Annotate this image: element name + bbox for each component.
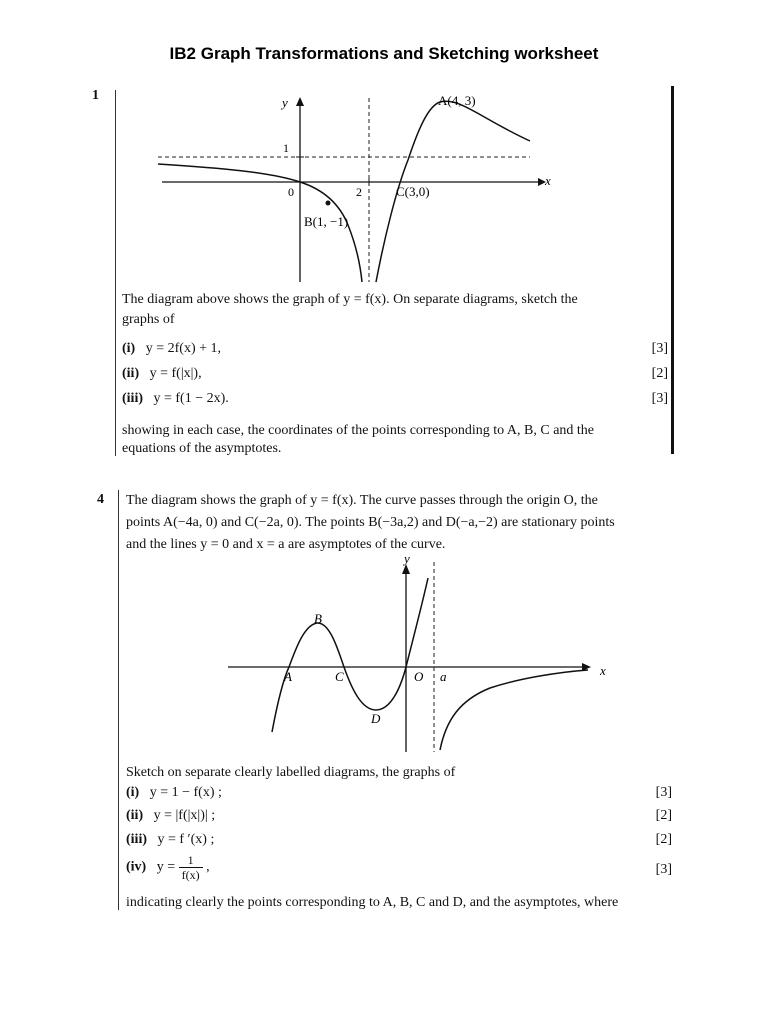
question-1-intro-line2: graphs of [122, 312, 175, 327]
part-expression: y = f ′(x) ; [157, 832, 215, 847]
question-4-graph [0, 550, 768, 770]
part-label: (ii) [126, 808, 144, 823]
part-expression: y = f(1 − 2x). [153, 391, 229, 406]
y-axis-arrow [296, 97, 304, 106]
part-label: (iii) [126, 832, 147, 847]
part-label: (i) [122, 341, 136, 356]
curve-main-branch [272, 578, 428, 732]
question-1-part-iii-marks: [3] [651, 391, 668, 406]
question-4-part-i [126, 785, 222, 801]
part-expression-prefix: y = [156, 859, 176, 875]
question-1-outro-line2: equations of the asymptotes. [122, 441, 282, 456]
question-4-intro-line3: and the lines y = 0 and x = a are asymptotes of the curve. [126, 537, 446, 552]
part-expression: y = 2f(x) + 1, [145, 341, 221, 356]
point-b-label: B [314, 611, 322, 626]
point-d-label: D [371, 711, 381, 726]
origin-label: 0 [288, 185, 294, 199]
part-expression: y = f(|x|), [149, 366, 202, 381]
question-4-part-i-marks: [3] [655, 785, 672, 800]
question-1-intro-line1: The diagram above shows the graph of y = f(x). On separate diagrams, sketch the [122, 292, 578, 307]
point-c-label: C [335, 669, 344, 684]
part-label: (iii) [122, 391, 143, 406]
point-b-label: B(1, −1) [304, 214, 349, 229]
question-4-part-ii [126, 808, 215, 824]
y-axis-label: y [404, 551, 410, 566]
part-label: (ii) [122, 366, 140, 381]
question-1-part-iii [122, 391, 229, 407]
point-c-label: C(3,0) [396, 184, 430, 199]
question-4-part-iii [126, 832, 214, 848]
question-1-outro-line1: showing in each case, the coordinates of the points corresponding to A, B, C and the [122, 423, 595, 438]
part-expression: y = |f(|x|)| ; [153, 808, 216, 823]
part-label: (iv) [126, 859, 147, 875]
point-a-label: A [284, 669, 292, 684]
curve-right-branch [440, 670, 588, 750]
one-label: 1 [283, 141, 289, 155]
question-1-part-i-marks: [3] [651, 341, 668, 356]
origin-label: O [414, 669, 424, 684]
question-4-intro-line2: points A(−4a, 0) and C(−2a, 0). The points B(−3a,2) and D(−a,−2) are stationary points [126, 515, 615, 530]
question-1-graph [0, 0, 768, 300]
question-1-number: 1 [92, 88, 99, 103]
question-4-outro-line: indicating clearly the points corresponding to A, B, C and D, and the asymptotes, where [126, 895, 619, 910]
question-4-part-iii-marks: [2] [655, 832, 672, 847]
part-expression-suffix: , [206, 859, 210, 875]
question-1-part-i [122, 341, 221, 357]
asymptote-a-label: a [440, 669, 447, 684]
y-axis-label: y [282, 95, 288, 110]
part-label: (i) [126, 785, 140, 800]
point-a-label: A(4, 3) [438, 93, 476, 108]
fraction-numerator: 1 [179, 853, 203, 868]
x-axis-label: x [545, 173, 551, 188]
question-4-intro-line1: The diagram shows the graph of y = f(x). The curve passes through the origin O, the [126, 493, 598, 508]
two-label: 2 [356, 185, 362, 199]
fraction-denominator: f(x) [181, 868, 200, 882]
fraction [179, 853, 203, 882]
question-4-part-ii-marks: [2] [655, 808, 672, 823]
question-1-part-ii-marks: [2] [651, 366, 668, 381]
worksheet-title: IB2 Graph Transformations and Sketching worksheet [169, 44, 599, 63]
part-expression: y = 1 − f(x) ; [149, 785, 222, 800]
question-4-part-iv [126, 853, 210, 882]
question-4-sketch-line: Sketch on separate clearly labelled diagrams, the graphs of [126, 765, 456, 780]
x-axis-label: x [600, 663, 606, 678]
question-4-part-iv-marks: [3] [655, 862, 672, 877]
question-4-number: 4 [97, 492, 104, 507]
point-b-dot [326, 201, 331, 206]
question-1-part-ii [122, 366, 202, 382]
